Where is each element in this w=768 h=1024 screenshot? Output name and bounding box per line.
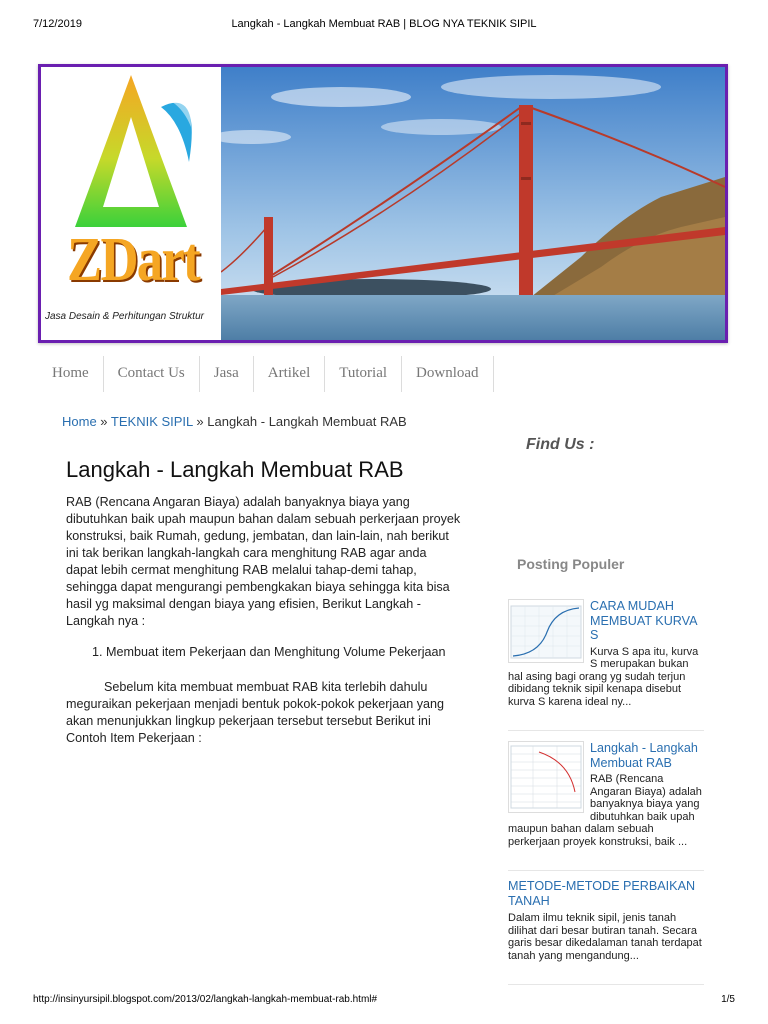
header-banner[interactable] (38, 64, 728, 343)
post-body (66, 494, 461, 747)
nav-jasa[interactable]: Jasa (200, 356, 254, 392)
nav-contact-us[interactable]: Contact Us (104, 356, 200, 392)
breadcrumb-separator: » (192, 414, 208, 429)
post-paragraph: Sebelum kita membuat membuat RAB kita terlebih dahulu meguraikan pekerjaan menjadi bentuk pokok-pokok pekerjaan yang akan menunjukkan lingkup pekerjaan tersebut tersebut Berikut ini Contoh Item Pekerjaan : (66, 680, 445, 745)
popular-post-item (508, 599, 704, 708)
logo-tagline: Jasa Desain & Perhitungan Struktur (45, 311, 204, 322)
nav-tutorial[interactable]: Tutorial (325, 356, 402, 392)
nav-artikel[interactable]: Artikel (254, 356, 326, 392)
breadcrumb (62, 414, 407, 429)
popular-post-item (508, 879, 704, 962)
site-logo[interactable] (41, 67, 221, 340)
steps-list (66, 644, 461, 661)
kurva-s-chart-icon (509, 600, 583, 662)
find-us-heading: Find Us : (526, 436, 595, 453)
popular-post-item (508, 741, 704, 848)
bridge-photo (221, 67, 725, 340)
print-url: http://insinyursipil.blogspot.com/2013/02/langkah-langkah-membuat-rab.html# (33, 994, 378, 1005)
breadcrumb-separator: » (96, 414, 111, 429)
divider (508, 984, 704, 985)
divider (508, 730, 704, 731)
rab-table-icon (509, 742, 583, 812)
popular-post-link[interactable]: Langkah - Langkah Membuat RAB (590, 741, 698, 770)
popular-post-link[interactable]: METODE-METODE PERBAIKAN TANAH (508, 879, 696, 908)
popular-post-link[interactable]: CARA MUDAH MEMBUAT KURVA S (590, 599, 697, 642)
post-thumbnail[interactable] (508, 741, 584, 813)
breadcrumb-category-link[interactable]: TEKNIK SIPIL (110, 414, 193, 429)
print-date: 7/12/2019 (33, 18, 82, 30)
popular-post-snippet: Kurva S apa itu, kurva S merupakan bukan hal asing bagi orang yg sudah terjun dibidang teknik sipil kenapa disebut kurva S karena ideal ny... (508, 645, 699, 708)
post-intro: RAB (Rencana Angaran Biaya) adalah banyaknya biaya yang dibutuhkan baik upah maupun bahan dalam sebuah perkerjaan proyek konstruksi, baik Rumah, gedung, jembatan, dan lain-lain, nah berikut ini tak berikan langkah-langkah cara menghitung RAB agar anda dapat lebih cermat menghitung RAB melalui tahap-demi tahap, sehingga dapat mengurangi pembengkakan biaya sehingga kita bisa hasil yg maksimal dengan biaya yang efisien, Berikut Langkah - Langkah nya : (66, 495, 461, 628)
breadcrumb-home-link[interactable]: Home (62, 414, 97, 429)
nav-download[interactable]: Download (402, 356, 494, 392)
print-page-number: 1/5 (721, 994, 735, 1005)
logo-triangle-icon (41, 67, 221, 340)
post-title: Langkah - Langkah Membuat RAB (66, 457, 404, 482)
popular-posts-heading: Posting Populer (517, 556, 625, 572)
list-item: 1. Membuat item Pekerjaan dan Menghitung Volume Pekerjaan (106, 644, 461, 661)
nav-home[interactable]: Home (38, 356, 104, 392)
post-thumbnail[interactable] (508, 599, 584, 663)
popular-post-snippet: RAB (Rencana Angaran Biaya) adalah banyaknya biaya yang dibutuhkan baik upah maupun bahan dalam sebuah perkerjaan proyek konstruksi, baik ... (508, 773, 702, 848)
print-page-title: Langkah - Langkah Membuat RAB | BLOG NYA TEKNIK SIPIL (231, 18, 537, 30)
logo-wordmark: ZDart (67, 226, 200, 294)
popular-post-snippet: Dalam ilmu teknik sipil, jenis tanah dilihat dari besar butiran tanah. Secara garis besar dikedalaman tanah terdapat tanah yang mengandung... (508, 912, 702, 962)
main-nav (38, 356, 494, 392)
breadcrumb-current: Langkah - Langkah Membuat RAB (207, 414, 407, 429)
divider (508, 870, 704, 871)
